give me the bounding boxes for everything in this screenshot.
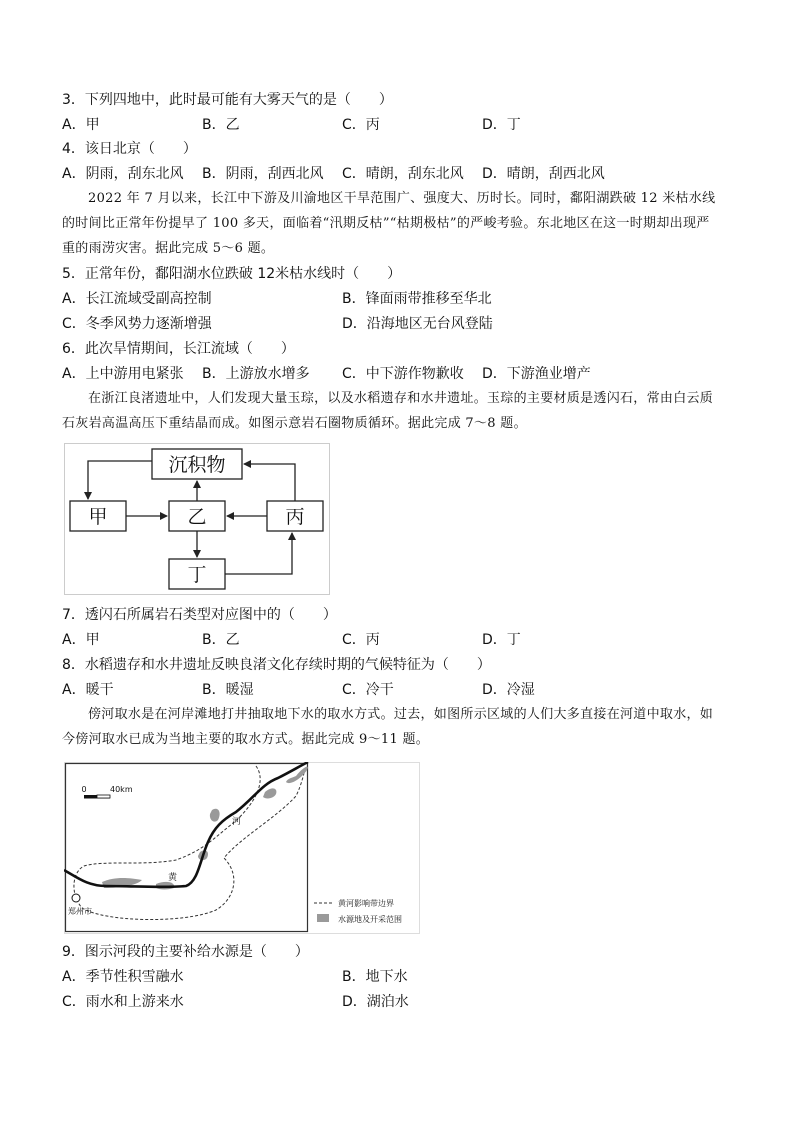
legend-boundary-label: 黄河影响带边界 <box>338 899 394 908</box>
q6-option-c: C．中下游作物歉收 <box>342 366 464 382</box>
q9-option-d: D．湖泊水 <box>342 994 409 1010</box>
river-label-he: 河 <box>232 817 242 827</box>
label-b: 乙 <box>187 506 207 528</box>
q9-option-a: A．季节性积雪融水 <box>62 969 184 985</box>
q7-option-d: D．丁 <box>482 632 521 648</box>
q3-option-b: B．乙 <box>202 117 240 133</box>
q3-option-c: C．丙 <box>342 117 380 133</box>
legend-source-swatch <box>317 914 329 922</box>
q7-option-b: B．乙 <box>202 632 240 648</box>
q5-option-d: D．沿海地区无台风登陆 <box>342 316 493 332</box>
q8-stem: 8．水稻遗存和水井遗址反映良渚文化存续时期的气候特征为（ ） <box>62 657 491 673</box>
q8-option-d: D．冷湿 <box>482 682 535 698</box>
q3-option-a: A．甲 <box>62 117 100 133</box>
q7-stem: 7．透闪石所属岩石类型对应图中的（ ） <box>62 607 337 623</box>
passage-liangzhu: 在浙江良渚遗址中，人们发现大量玉琮，以及水稻遗存和水井遗址。玉琮的主要材质是透闪石，常由白云质石灰岩高温高压下重结晶而成。如图示意岩石圈物质循环。据此完成 7～8 题。 <box>62 391 714 431</box>
label-c: 丙 <box>285 506 305 528</box>
q9-option-b: B．地下水 <box>342 969 408 985</box>
q3-stem: 3．下列四地中，此时最可能有大雾天气的是（ ） <box>62 92 393 108</box>
q8-option-b: B．暖湿 <box>202 682 254 698</box>
yellow-river-map <box>64 762 420 934</box>
q4-option-a: A．阴雨，刮东北风 <box>62 166 184 182</box>
legend-source-label: 水源地及开采范围 <box>338 915 402 924</box>
label-sediment: 沉积物 <box>168 454 226 476</box>
passage-riverside-water: 傍河取水是在河岸滩地打井抽取地下水的取水方式。过去，如图所示区域的人们大多直接在河道中取水，如今傍河取水已成为当地主要的取水方式。据此完成 9～11 题。 <box>62 707 714 747</box>
label-a: 甲 <box>88 506 108 528</box>
q5-option-a: A．长江流域受副高控制 <box>62 291 212 307</box>
q5-option-c: C．冬季风势力逐渐增强 <box>62 316 212 332</box>
q6-option-b: B．上游放水增多 <box>202 366 310 382</box>
q4-stem: 4．该日北京（ ） <box>62 141 197 157</box>
rock-cycle-diagram <box>64 443 330 595</box>
passage-drought: 2022 年 7 月以来，长江中下游及川渝地区干旱范围广、强度大、历时长。同时，鄱阳湖跌破 12 米枯水线的时间比正常年份提早了 100 多天，面临着“汛期反枯”“枯期极枯”的严峻考验。东北地区在这一时期却出现严重的雨涝灾害。据此完成 5～6 题。 <box>62 191 716 256</box>
q6-option-a: A．上中游用电紧张 <box>62 366 184 382</box>
q8-option-a: A．暖干 <box>62 682 114 698</box>
q7-option-a: A．甲 <box>62 632 100 648</box>
scale-zero: 0 <box>81 785 87 794</box>
q9-stem: 9．图示河段的主要补给水源是（ ） <box>62 944 309 960</box>
q4-option-c: C．晴朗，刮东北风 <box>342 166 464 182</box>
label-d: 丁 <box>187 564 207 586</box>
q4-option-b: B．阴雨，刮西北风 <box>202 166 324 182</box>
q4-option-d: D．晴朗，刮西北风 <box>482 166 605 182</box>
q6-option-d: D．下游渔业增产 <box>482 366 591 382</box>
zhengzhou-marker <box>72 894 80 902</box>
q8-option-c: C．冷干 <box>342 682 394 698</box>
zhengzhou-label: 郑州市 <box>68 907 92 916</box>
q7-option-c: C．丙 <box>342 632 380 648</box>
scale-distance: 40km <box>110 785 133 794</box>
q5-stem: 5．正常年份，鄱阳湖水位跌破 12米枯水线时（ ） <box>62 266 402 282</box>
q9-option-c: C．雨水和上游来水 <box>62 994 184 1010</box>
q5-option-b: B．锋面雨带推移至华北 <box>342 291 492 307</box>
q6-stem: 6．此次旱情期间，长江流域（ ） <box>62 341 295 357</box>
q3-option-d: D．丁 <box>482 117 521 133</box>
river-label-huang: 黄 <box>168 873 178 883</box>
